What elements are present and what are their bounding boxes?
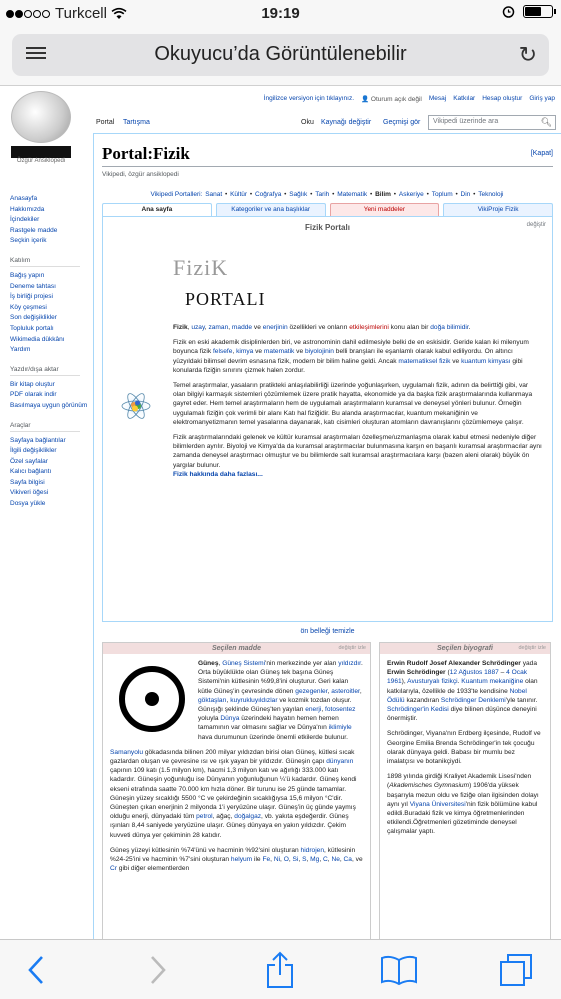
portals-label[interactable]: Vikipedi Portalleri: (150, 191, 203, 198)
portal-tab-new-articles-label[interactable]: Yeni maddeler (363, 206, 406, 213)
link[interactable]: Si (292, 856, 299, 864)
sun-symbol-icon (116, 663, 188, 735)
link[interactable]: kuyrukluyıldızlar (230, 696, 278, 704)
selected-article-body (103, 654, 370, 884)
sidebar-tools (10, 436, 88, 510)
link-felsefe[interactable]: felsefe (212, 348, 233, 356)
link-matematik[interactable]: matematik (263, 348, 295, 356)
fizik-wordmark: FiziK (173, 255, 229, 280)
text: çapının 109 katı (1.5 milyon km), hacmi 1,3 milyon katı ve ağırlığı 333.000 katı kadardır. Güneşin yoğunluğu ise Dünyanın yoğunluğunun ¼'ü kadardır. Güneş kendi ekseni etrafında saatte 70.000 km hızla döner. Bir turunu ise 25 günde tamamlar. Güneşin yüzey sıcaklığı 5500 °C ve çekirdeğinin sıcaklığıysa 15,6 milyon °C'dir. Güneşten çıkan enerjinin 2 milyonda 1'i yeryüzüne ulaşır. Güneş'in üç günde yaymış olduğu enerji, dünyadaki tüm (110, 767, 357, 821)
selected-biography-heading (380, 643, 550, 654)
sidebar-item-main-4[interactable]: Seçkin içerik (10, 237, 47, 245)
close-link[interactable]: [Kapat] (530, 150, 553, 157)
portal-link-7[interactable]: Askeriye (398, 191, 424, 198)
sidebar-item-katilim-3[interactable]: Köy çeşmesi (10, 303, 47, 311)
link[interactable]: Fe (262, 856, 271, 864)
text: kazandıran (404, 696, 441, 704)
text: , (298, 856, 303, 864)
sidebar (10, 194, 88, 510)
link[interactable]: Nobel Ödülü (387, 687, 527, 704)
link[interactable]: S (302, 856, 307, 864)
separator: • (223, 191, 230, 198)
sidebar-item-tools-3[interactable]: Kalıcı bağlantı (10, 468, 52, 476)
tab-talk[interactable]: Tartışma (123, 119, 150, 126)
text: , (232, 348, 237, 356)
sidebar-item-print-2[interactable]: Basılmaya uygun görünüm (10, 401, 88, 409)
login-link[interactable]: Giriş yap (529, 95, 555, 102)
text: , vb. yakıta eşdeğerdir. Güneş ışınları 8,44 saniyede yeryüzüne ulaşır. Güneş dünyaya en yakın yıldızdır. Çekim kuvveti dünya yer çekiminin 28 katıdır. (110, 813, 349, 839)
link[interactable]: fotosentez (325, 706, 356, 714)
edit-link[interactable]: değiştir (526, 222, 546, 228)
text: , (339, 856, 344, 864)
portal-intro-box (102, 216, 553, 622)
link[interactable]: Mg (310, 856, 320, 864)
text: , (270, 856, 274, 864)
link[interactable]: Viyana Üniversitesi (409, 800, 466, 808)
portal-tabs (102, 203, 553, 216)
text: , (321, 706, 325, 714)
tab-portal[interactable]: Portal (96, 119, 115, 126)
tab-edit-source[interactable]: Kaynağı değiştir (321, 119, 372, 126)
portal-link-5[interactable]: Matematik (337, 191, 368, 198)
link-enerji[interactable]: enerjinin (262, 324, 288, 331)
sidebar-item-print-1[interactable]: PDF olarak indir (10, 391, 57, 399)
text: ve (252, 324, 263, 331)
bookmarks-button[interactable] (377, 950, 421, 990)
portal-tab-categories-label[interactable]: Kategoriler ve ana başlıklar (231, 206, 310, 213)
separator: • (330, 191, 337, 198)
separator: • (282, 191, 289, 198)
search-icon[interactable]: 🔍︎ (540, 117, 552, 127)
link[interactable]: petrol (196, 813, 213, 821)
sidebar-main (10, 194, 88, 247)
link[interactable]: C (323, 856, 328, 864)
link[interactable]: Ni (273, 856, 281, 864)
separator: • (248, 191, 254, 198)
english-version-link[interactable]: İngilizce versiyon için tıklayınız. (263, 95, 354, 102)
sidebar-item-katilim-1[interactable]: Deneme tahtası (10, 282, 56, 290)
text: . (468, 324, 471, 331)
text: konu alan bir (388, 324, 431, 331)
text: ( (445, 669, 450, 677)
selected-article-heading (103, 643, 370, 654)
search-placeholder: Vikipedi üzerinde ara (433, 118, 499, 125)
tab-history[interactable]: Geçmişi gör (383, 119, 421, 126)
sidebar-item-tools-0[interactable]: Sayfaya bağlantılar (10, 436, 66, 444)
portal-link-10[interactable]: Teknoloji (478, 191, 504, 198)
link[interactable]: dünyanın (326, 758, 354, 766)
bold-term: Fizik (173, 324, 188, 331)
link-uzay[interactable]: uzay (191, 324, 205, 331)
share-icon (265, 951, 295, 989)
portal-link-4[interactable]: Tarih (315, 191, 330, 198)
text: özellikleri ve onların (287, 324, 350, 331)
sidebar-item-katilim-5[interactable]: Topluluk portalı (10, 324, 54, 332)
book-icon (380, 954, 418, 986)
status-right (502, 5, 553, 18)
italic-term: Akademisches Gymnasium (389, 782, 470, 790)
chevron-left-icon (27, 955, 45, 985)
text: yada (520, 660, 537, 667)
sidebar-item-katilim-0[interactable]: Bağış yapın (10, 271, 45, 279)
separator: • (391, 191, 398, 198)
sidebar-item-tools-5[interactable]: Vikiveri öğesi (10, 489, 49, 497)
text: 'nin fizik bölümüne kabul edildi.Buradaki fizik ve kimya öğretmenlerinden etkilendi.Öğretmenleri gözetiminde deneysel çalışmalar yaptı. (387, 800, 538, 836)
link[interactable]: iklimiyle (328, 724, 352, 732)
intro-paragraph-3: Temel araştırmalar, yasaların pratikteki anlaşılabilirliği üzerinde yoğunlaşırken, uygulamalı fizik, adının da belirttiği gibi, var olan bilgiyi karmaşık sistemleri çözümlemek üzere pratik hayatta, ekonomide ya da başka fizik araştırmalarında kullanmaya gayret eder. Hem temel araştırmaların hem de uygulamalı araştırmaların kuramsal ve deneysel yönleri bulunur. Örneğin uygulamalı fiziğin çok verimli bir alanı Katı hal fiziğidir. Bu alanda araştırmacılar, kuantum mekaniğinin ve elektromanyetizmanın temel yasalarına dayanarak, katı cisimleri oluşturan atomların davranışlarını çözümlemeye çalışır. (173, 382, 533, 426)
text: ve (450, 357, 462, 365)
tabs-button[interactable] (494, 950, 538, 990)
sidebar-katilim (10, 271, 88, 356)
portal-items (205, 191, 503, 198)
link[interactable]: enerji (305, 706, 322, 714)
content-area (93, 133, 561, 939)
portal-tab-new-articles[interactable] (330, 203, 440, 216)
text: , (218, 660, 223, 667)
article-paragraph-3 (110, 846, 363, 874)
sidebar-item-main-3[interactable]: Rastgele madde (10, 226, 58, 234)
text: Fizik araştırmalarındaki gelenek ve kültür kuramsal araştırmaları özelleşme/uzmanlaşma olarak kabul etmesi nedeniyle diğer bilimlerden ayrılır. Biyoloji ve Kimya'da da kuramsal araştırmacılar bulunmasına karşın en başarılı kuramsal araştırmacılar aynı zamanda deneysel araştırmacı olmuştur ve bu bilimlerde salt kuramsal araştırmacılara karşı (bazen aleni olarak) büyük ön yargılar bulunur. (173, 434, 542, 469)
separator: • (368, 191, 375, 198)
text: . Orta büyüklükte olan Güneş tek başına Güneş Sistemi'nin kütlesinin %99,8'ini oluşturur. Geri kalan kütle Güneş'in çevresinde dönen (198, 660, 363, 695)
page-title: Portal:Fizik (102, 144, 190, 163)
text: Güneş yüzeyi kütlesinin %74'ünü ve hacminin %92'sini oluşturan (110, 846, 301, 854)
text: olan katkılarıyla, özellikle de 1933'te kendisine (387, 678, 538, 695)
link[interactable]: yıldızdır (338, 660, 361, 667)
text: hava durumunun üzerinde önemli etkilerde bulunur. (198, 733, 348, 741)
text: 'nin merkezinde yer alan (265, 660, 339, 667)
bold-term: Erwin Schrödinger (387, 669, 446, 677)
sidebar-item-katilim-7[interactable]: Yardım (10, 346, 31, 354)
text: ve kozmik tozdan oluşur. Günışığı şeklinde Güneş'ten yayılan (198, 696, 352, 714)
text: , ve (351, 856, 363, 864)
link-doga-bilimi[interactable]: doğa bilimidir (430, 324, 469, 331)
create-account-link[interactable]: Hesap oluştur (482, 95, 523, 102)
sidebar-item-main-0[interactable]: Anasayfa (10, 195, 38, 202)
sidebar-heading-tools: Araçlar (10, 422, 80, 432)
article-paragraph-2 (110, 748, 363, 840)
sidebar-item-print-0[interactable]: Bir kitap oluştur (10, 380, 55, 388)
text: gibi diğer elementlerden (116, 865, 190, 873)
link-zaman[interactable]: zaman (208, 324, 229, 331)
sidebar-item-tools-2[interactable]: Özel sayfalar (10, 457, 48, 465)
text: , ağaç, (212, 813, 235, 821)
chevron-right-icon (149, 955, 167, 985)
link[interactable]: Schrödinger'in Kedisi (387, 706, 449, 714)
link[interactable]: doğalgaz (234, 813, 262, 821)
link[interactable]: Ne (331, 856, 340, 864)
link[interactable]: 12 Ağustos 1887 (449, 669, 499, 677)
carrier-name: Turkcell (55, 5, 107, 22)
sidebar-item-katilim-2[interactable]: İş birliği projesi (10, 293, 53, 301)
bold-term: Güneş (198, 660, 219, 667)
portal-link-2[interactable]: Coğrafya (254, 191, 282, 198)
alarm-icon (502, 5, 515, 18)
text: belli branşları ile eşanlamlı olarak kabul ediliyordu. On altıncı yüzyıldaki bilimsel devrim esnasına fizik, modern bir bilim haline geldi. Ancak (173, 348, 513, 365)
link[interactable]: O (283, 856, 289, 864)
link[interactable]: Avusturyalı fizikçi (407, 678, 458, 686)
link[interactable]: Güneş Sistemi (222, 660, 266, 667)
text: , (306, 856, 311, 864)
text: yoluyla (198, 715, 221, 723)
portal-tab-wikiproject-label[interactable]: VikiProje Fizik (477, 206, 519, 213)
text: gibi konularda fiziğin sınırını çizmek halen zordur. (173, 357, 523, 374)
portal-tab-home[interactable]: Ana sayfa (102, 203, 212, 216)
text: , (319, 856, 323, 864)
share-button[interactable] (258, 950, 302, 990)
intro-paragraph-1 (173, 323, 542, 332)
heading-text: Seçilen biyografi (436, 645, 494, 652)
link-kuantum-kimyasi[interactable]: kuantum kimyası (461, 357, 511, 365)
text: , (327, 856, 332, 864)
text: Fizik en eski akademik disiplinlerden biri, ve astronominin dahil edilmesiyle belki de en eskisidir. Geride kalan iki milenyum boyunca fizik (173, 339, 529, 356)
sidebar-item-main-1[interactable]: Hakkımızda (10, 205, 45, 213)
text: , (204, 324, 209, 331)
sidebar-item-tools-4[interactable]: Sayfa bilgisi (10, 478, 45, 486)
puzzle-globe-icon (11, 91, 71, 143)
intro-paragraph-4 (173, 433, 542, 479)
text: ), (401, 678, 408, 686)
logo-tagline: Özgür Ansiklopedi (16, 158, 66, 164)
status-bar (0, 0, 561, 28)
link-etkilesim[interactable]: etkileşimlerini (349, 324, 389, 331)
text: – (498, 669, 507, 677)
portal-tab-wikiproject[interactable] (443, 203, 553, 216)
browser-address-bar (0, 28, 561, 86)
address-field[interactable] (12, 34, 549, 76)
text: , (226, 696, 231, 704)
clock: 19:19 (261, 5, 300, 22)
sidebar-print (10, 380, 88, 412)
talk-link[interactable]: Mesaj (428, 95, 447, 102)
portal-link-9[interactable]: Din (460, 191, 471, 198)
search-input[interactable] (428, 115, 556, 130)
link[interactable]: Kuantum mekaniğine (461, 678, 524, 686)
portal-tab-categories[interactable] (216, 203, 326, 216)
text: , (288, 856, 293, 864)
text: , (327, 687, 332, 695)
link[interactable]: Samanyolu (110, 748, 143, 756)
link-madde[interactable]: madde (231, 324, 253, 331)
separator: • (471, 191, 478, 198)
intro-text (173, 323, 542, 485)
title-divider (102, 166, 553, 167)
atom-icon (119, 389, 153, 423)
separator: • (453, 191, 460, 198)
link[interactable]: göktaşları (198, 696, 227, 704)
sidebar-heading-katilim: Katılım (10, 257, 80, 267)
tabs-icon (499, 953, 533, 987)
text: 1898 yılında girdiği Kraliyet Akademik Lisesi'nden ( (387, 773, 532, 790)
text: , (228, 324, 232, 331)
not-logged-in: 👤 Oturum açık değil (361, 96, 422, 103)
sidebar-item-tools-6[interactable]: Dosya yükle (10, 500, 46, 508)
edit-watch-links[interactable]: değiştir izle (338, 645, 366, 651)
sidebar-item-tools-1[interactable]: İlgili değişiklikler (10, 447, 57, 455)
bio-paragraph-3 (387, 772, 543, 836)
bio-paragraph-1 (387, 659, 543, 723)
edit-watch-links[interactable]: değiştir izle (518, 645, 546, 651)
portali-wordmark: PORTALI (185, 289, 266, 309)
text: gökadasında bilinen 200 milyar yıldızdan birisi olan Güneş, kütlesi sıcak gazlardan oluşan ve çevresine ısı ve ışık yayan bir yıldızdır. Güneşin çapı (110, 748, 355, 766)
text: , (280, 856, 284, 864)
reload-icon[interactable]: ↻ (518, 42, 537, 67)
battery-icon (523, 5, 553, 18)
link[interactable]: Dünya (220, 715, 240, 723)
wikipedia-logo[interactable] (6, 91, 76, 171)
personal-tools (264, 95, 555, 103)
portal-link-8[interactable]: Toplum (431, 191, 453, 198)
link[interactable]: Schrödinger Denklemi (440, 696, 506, 704)
sidebar-item-katilim-6[interactable]: Wikimedia dükkânı (10, 335, 65, 343)
text: , (359, 687, 362, 695)
text: , kütlesinin %24-25'ini ve hacminin %7'sini oluşturan (110, 846, 356, 864)
portal-link-0[interactable]: Sanat (205, 191, 223, 198)
purge-cache-link[interactable]: ön belleği temizle (300, 628, 355, 635)
text: , (187, 324, 192, 331)
text: ) 1906'da yüksek başarıyla mezun oldu ve fiziğe olan ilgisinden dolayı aynı yıl (387, 782, 539, 808)
separator: • (424, 191, 431, 198)
link-biyoloji[interactable]: biyolojinin (304, 348, 334, 356)
portal-nav (94, 191, 561, 198)
text: ile (252, 856, 263, 864)
link[interactable]: asteroitler (331, 687, 360, 695)
site-sub: Vikipedi, özgür ansiklopedi (102, 171, 179, 178)
more-about-physics-link[interactable]: Fizik hakkında daha fazlası... (173, 470, 263, 478)
link[interactable]: helyum (230, 856, 253, 864)
bold-term: Erwin Rudolf Josef Alexander Schrödinger (387, 660, 521, 667)
separator: • (308, 191, 315, 198)
text: 'yle tanınır. (505, 696, 538, 704)
link[interactable]: hidrojen (300, 846, 325, 854)
text: üzerindeki hayatın hemen hemen tamamının var olmasını sağlar ve Dünya'nın (198, 715, 339, 732)
link[interactable]: gezegenler (295, 687, 328, 695)
text: . (457, 678, 462, 686)
selected-biography-body (380, 654, 550, 848)
intro-paragraph-2 (173, 338, 542, 375)
text: diye bilinen düşünce deneyini önermiştir. (387, 706, 537, 723)
link[interactable]: Cr (110, 865, 117, 873)
address-title: Okuyucu’da Görüntülenebilir (154, 43, 407, 65)
tab-read[interactable]: Oku (301, 119, 314, 126)
link-matematiksel-fizik[interactable]: matematiksel fizik (398, 357, 451, 365)
redacted-wordmark (11, 146, 71, 158)
link-kimya[interactable]: kimya (236, 348, 254, 356)
sidebar-item-katilim-4[interactable]: Son değişiklikler (10, 314, 57, 322)
link[interactable]: 4 Ocak 1961 (387, 669, 528, 686)
text: ve (253, 348, 264, 356)
web-page (0, 87, 561, 939)
contributions-link[interactable]: Katkılar (453, 95, 476, 102)
browser-toolbar (0, 939, 561, 999)
heading-text: Seçilen madde (211, 645, 262, 652)
sidebar-item-main-2[interactable]: İçindekiler (10, 216, 40, 224)
sidebar-heading-print: Yazdır/dışa aktar (10, 366, 80, 376)
box-heading: Fizik Portalı (305, 223, 350, 232)
portal-link-6[interactable]: Bilim (375, 191, 391, 198)
bio-paragraph-2: Schrödinger, Viyana'nın Erdberg ilçesinde, Rudolf ve Georgine Emilia Brenda Schrödinger'in tek çocuğu olarak dünyaya geldi. Babası bir mumlu bez imalatçısı ve botanikçiydi. (387, 730, 541, 766)
text: ve (294, 348, 305, 356)
link[interactable]: Ca (343, 856, 352, 864)
back-button[interactable] (14, 950, 58, 990)
portal-link-3[interactable]: Sağlık (289, 191, 308, 198)
forward-button[interactable] (136, 950, 180, 990)
portal-link-1[interactable]: Kültür (230, 191, 248, 198)
